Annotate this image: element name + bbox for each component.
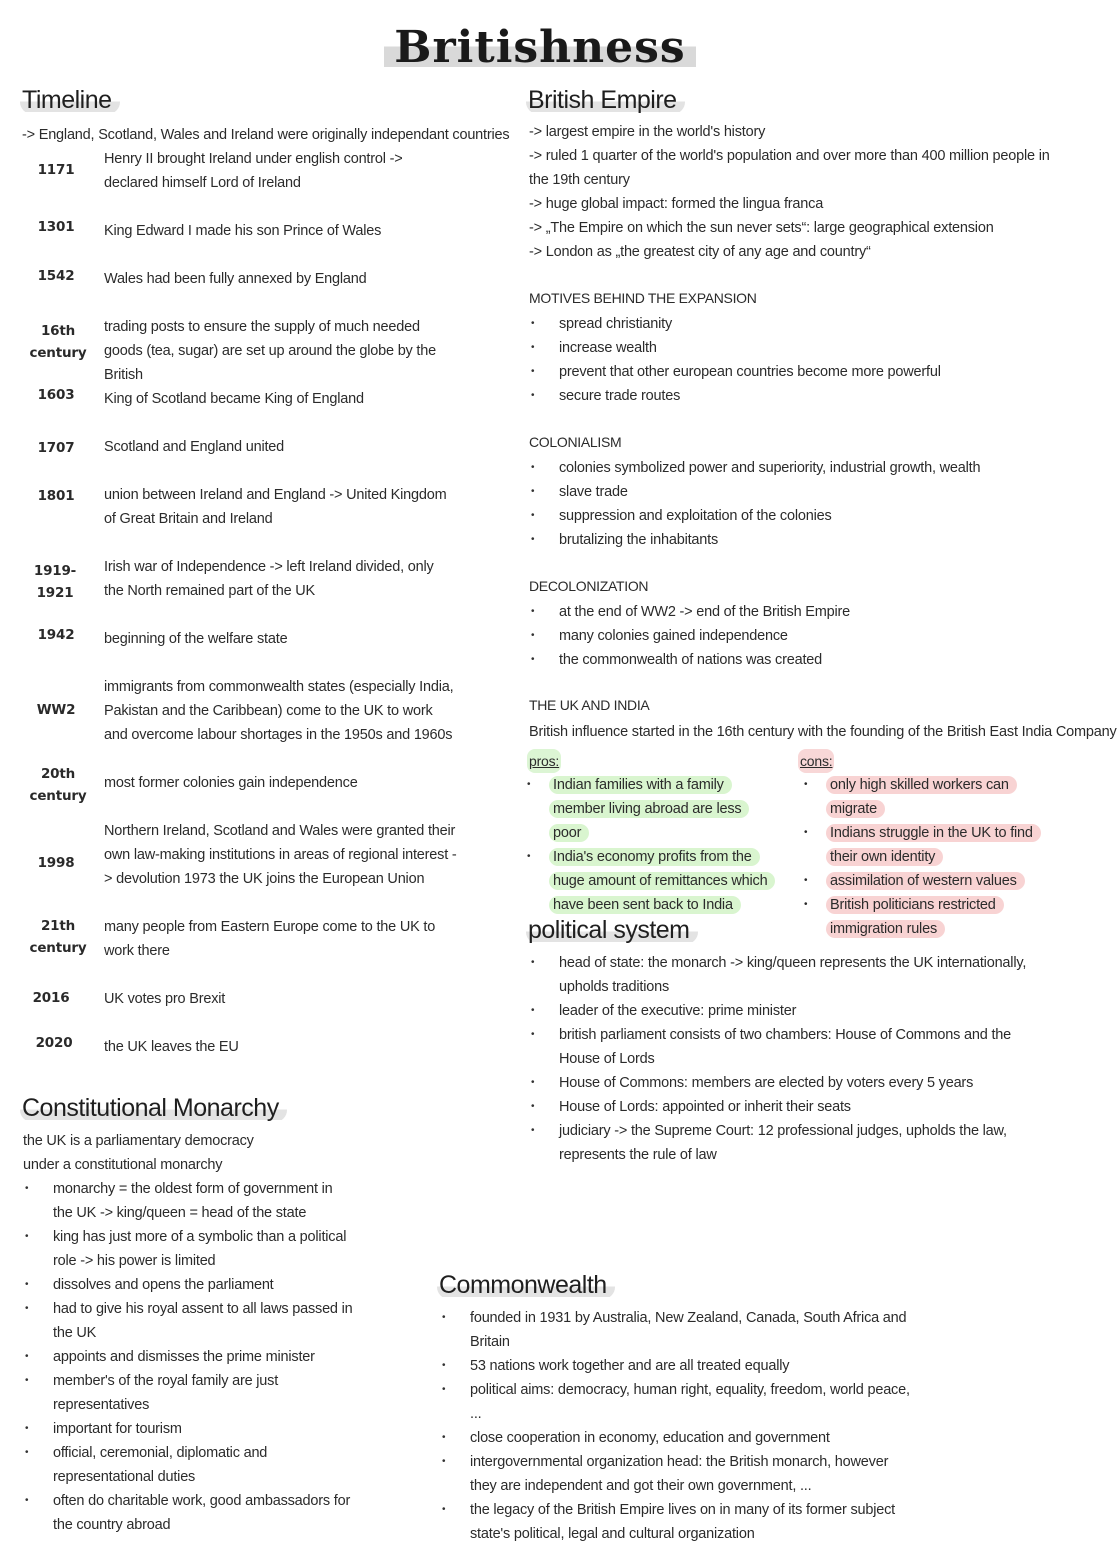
political-heading: political system: [526, 916, 698, 945]
list-item: • head of state: the monarch -> king/queen represents the UK internationally, upholds traditions: [529, 951, 1029, 999]
india-heading: THE UK AND INDIA: [529, 697, 650, 713]
decolonization-heading: DECOLONIZATION: [529, 578, 649, 594]
list-item: • House of Commons: members are elected by voters every 5 years: [529, 1071, 1029, 1095]
timeline-text: many people from Eastern Europe come to the UK to work there: [104, 919, 436, 959]
colonialism-heading: COLONIALISM: [529, 434, 622, 450]
cons-label: cons:: [798, 749, 834, 773]
timeline-text: King of Scotland became King of England: [104, 391, 364, 407]
empire-heading: British Empire: [526, 86, 685, 115]
timeline-text: Wales had been fully annexed by England: [104, 271, 367, 287]
list-item: • british parliament consists of two chambers: House of Commons and the House of Lords: [529, 1023, 1029, 1071]
list-item: • prevent that other european countries become more powerful: [529, 360, 1059, 384]
colonialism-list: [529, 456, 1059, 552]
empire-facts: [529, 120, 1059, 264]
list-item: • only high skilled workers can migrate: [800, 773, 1062, 821]
list-item: • king has just more of a symbolic than a political role -> his power is limited: [23, 1225, 353, 1273]
timeline-year: 1301: [37, 219, 75, 235]
timeline-year: 1171: [37, 162, 75, 178]
decolonization-list: [529, 600, 1059, 672]
timeline-text: trading posts to ensure the supply of much needed goods (tea, sugar) are set up around the globe by the British: [104, 319, 436, 383]
list-item: • monarchy = the oldest form of government in the UK -> king/queen = head of the state: [23, 1177, 353, 1225]
list-item: • leader of the executive: prime minister: [529, 999, 1029, 1023]
empire-fact: -> ruled 1 quarter of the world's population and over more than 400 million people in the 19th century: [529, 148, 1050, 188]
list-item: • assimilation of western values: [800, 869, 1062, 893]
empire-fact: -> largest empire in the world's history: [529, 124, 766, 140]
timeline-text: Northern Ireland, Scotland and Wales were granted their own law-making institutions in areas of regional interest -> devolution 1973 the UK joins the European Union: [104, 823, 457, 887]
empire-fact: -> huge global impact: formed the lingua franca: [529, 196, 824, 212]
timeline-text: union between Ireland and England -> United Kingdom of Great Britain and Ireland: [104, 487, 447, 527]
timeline-text: most former colonies gain independence: [104, 775, 358, 791]
list-item: • intergovernmental organization head: the British monarch, however they are independent and got their own government, ...: [440, 1450, 910, 1498]
list-item: • Indian families with a family member living abroad are less poor: [523, 773, 768, 845]
timeline-heading: Timeline: [20, 86, 120, 115]
timeline-year: 2016: [32, 990, 70, 1006]
timeline-year: 20th century: [29, 766, 87, 804]
timeline-intro: -> England, Scotland, Wales and Ireland were originally independant countries: [22, 127, 510, 143]
list-item: • close cooperation in economy, education and government: [440, 1426, 910, 1450]
page-title: Britishness: [0, 22, 1080, 73]
list-item: • secure trade routes: [529, 384, 1059, 408]
list-item: • often do charitable work, good ambassadors for the country abroad: [23, 1489, 353, 1537]
list-item: • suppression and exploitation of the colonies: [529, 504, 1059, 528]
timeline-year: 1603: [37, 387, 75, 403]
list-item: • founded in 1931 by Australia, New Zealand, Canada, South Africa and Britain: [440, 1306, 910, 1354]
cons-list: [800, 773, 1062, 941]
list-item: • at the end of WW2 -> end of the British Empire: [529, 600, 1059, 624]
list-item: • brutalizing the inhabitants: [529, 528, 1059, 552]
list-item: • dissolves and opens the parliament: [23, 1273, 353, 1297]
timeline-year: 1942: [37, 627, 75, 643]
monarchy-heading: Constitutional Monarchy: [20, 1094, 287, 1123]
timeline-text: King Edward I made his son Prince of Wales: [104, 223, 382, 239]
motives-list: [529, 312, 1059, 408]
timeline-text: the UK leaves the EU: [104, 1039, 239, 1055]
timeline-year: 1542: [37, 268, 75, 284]
timeline-year: 2020: [35, 1035, 73, 1051]
india-intro: British influence started in the 16th century with the founding of the British East India Company: [529, 724, 1117, 740]
timeline-text: Scotland and England united: [104, 439, 285, 455]
timeline-year: WW2: [36, 702, 76, 718]
timeline-text: UK votes pro Brexit: [104, 991, 226, 1007]
list-item: • 53 nations work together and are all treated equally: [440, 1354, 910, 1378]
timeline-year: 1707: [37, 440, 75, 456]
timeline-year: 16th century: [29, 323, 87, 361]
timeline-text: immigrants from commonwealth states (especially India, Pakistan and the Caribbean) come to the UK to work and overcome labour shortages in the 1950s and 1960s: [104, 679, 454, 743]
list-item: • British politicians restricted immigration rules: [800, 893, 1062, 941]
empire-fact: -> „The Empire on which the sun never sets“: large geographical extension: [529, 220, 994, 236]
commonwealth-heading: Commonwealth: [437, 1271, 615, 1300]
list-item: • House of Lords: appointed or inherit their seats: [529, 1095, 1029, 1119]
commonwealth-list: [440, 1306, 910, 1546]
list-item: • increase wealth: [529, 336, 1059, 360]
monarchy-list: [23, 1177, 353, 1537]
timeline-year: 1801: [37, 488, 75, 504]
timeline-year: 1919-1921: [33, 563, 77, 601]
list-item: • the legacy of the British Empire lives on in many of its former subject state's political, legal and cultural organization: [440, 1498, 910, 1546]
timeline-text: Irish war of Independence -> left Ireland divided, only the North remained part of the UK: [104, 559, 434, 599]
list-item: • official, ceremonial, diplomatic and representational duties: [23, 1441, 353, 1489]
list-item: • member's of the royal family are just representatives: [23, 1369, 353, 1417]
list-item: • Indians struggle in the UK to find their own identity: [800, 821, 1062, 869]
empire-fact: -> London as „the greatest city of any age and country“: [529, 244, 871, 260]
list-item: • slave trade: [529, 480, 1059, 504]
political-list: [529, 951, 1029, 1167]
list-item: • appoints and dismisses the prime minister: [23, 1345, 353, 1369]
list-item: • India's economy profits from the huge amount of remittances which have been sent back to India: [523, 845, 768, 917]
pros-label: pros:: [527, 749, 561, 773]
motives-heading: MOTIVES BEHIND THE EXPANSION: [529, 290, 757, 306]
pros-list: [523, 773, 768, 917]
timeline-text: Henry II brought Ireland under english control -> declared himself Lord of Ireland: [104, 151, 403, 191]
list-item: • many colonies gained independence: [529, 624, 1059, 648]
timeline-year: 21th century: [29, 918, 87, 956]
list-item: • colonies symbolized power and superiority, industrial growth, wealth: [529, 456, 1059, 480]
list-item: • important for tourism: [23, 1417, 353, 1441]
list-item: • had to give his royal assent to all laws passed in the UK: [23, 1297, 353, 1345]
list-item: • the commonwealth of nations was created: [529, 648, 1059, 672]
list-item: • judiciary -> the Supreme Court: 12 professional judges, upholds the law, represents the rule of law: [529, 1119, 1029, 1167]
timeline-year: 1998: [37, 855, 75, 871]
list-item: • spread christianity: [529, 312, 1059, 336]
monarchy-intro: the UK is a parliamentary democracy under a constitutional monarchy: [23, 1133, 254, 1173]
list-item: • political aims: democracy, human right, equality, freedom, world peace, ...: [440, 1378, 910, 1426]
timeline-text: beginning of the welfare state: [104, 631, 288, 647]
